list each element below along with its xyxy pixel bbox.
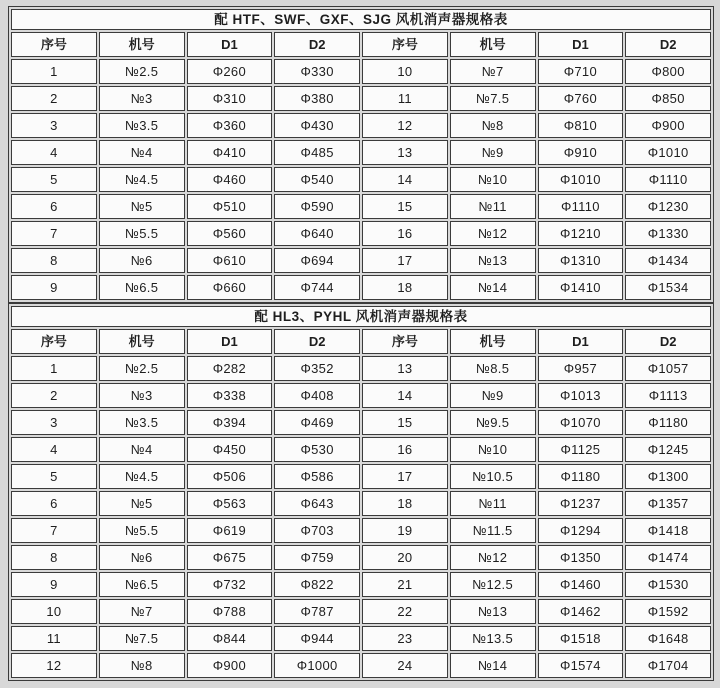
spec-tables-container [8, 6, 714, 681]
table-cell: Φ1110 [625, 167, 711, 192]
table-cell: 5 [11, 167, 97, 192]
table-cell: №3.5 [99, 410, 185, 435]
table-cell: №3 [99, 86, 185, 111]
table-cell: Φ1534 [625, 275, 711, 300]
table-cell: №2.5 [99, 59, 185, 84]
table-cell: 9 [11, 275, 97, 300]
table-row [11, 113, 711, 138]
table-cell: Φ310 [187, 86, 273, 111]
table-cell: №8.5 [450, 356, 536, 381]
table-cell: 4 [11, 437, 97, 462]
table-cell: Φ352 [274, 356, 360, 381]
table-cell: Φ910 [538, 140, 624, 165]
table-cell: 13 [362, 140, 448, 165]
table-row [11, 626, 711, 651]
table-cell: Φ1070 [538, 410, 624, 435]
table-cell: Φ1518 [538, 626, 624, 651]
table-cell: №11 [450, 194, 536, 219]
table-row [11, 599, 711, 624]
table-cell: Φ1357 [625, 491, 711, 516]
spec-table-hl3-pyhl [8, 303, 714, 681]
table-row [11, 464, 711, 489]
table-cell: Φ944 [274, 626, 360, 651]
column-header-6: D1 [538, 32, 624, 57]
table-cell: №6.5 [99, 275, 185, 300]
table-cell: Φ900 [187, 653, 273, 678]
table-cell: 3 [11, 410, 97, 435]
table-cell: №4 [99, 140, 185, 165]
table-cell: 16 [362, 437, 448, 462]
table-cell: №6 [99, 248, 185, 273]
column-header-1: 机号 [99, 32, 185, 57]
column-header-7: D2 [625, 32, 711, 57]
table-cell: Φ1210 [538, 221, 624, 246]
table-cell: 15 [362, 410, 448, 435]
table-cell: Φ485 [274, 140, 360, 165]
column-header-4: 序号 [362, 329, 448, 354]
table-cell: 21 [362, 572, 448, 597]
table-cell: Φ1330 [625, 221, 711, 246]
table-cell: Φ1300 [625, 464, 711, 489]
table-cell: №5 [99, 194, 185, 219]
table-cell: 18 [362, 491, 448, 516]
table-cell: №7.5 [99, 626, 185, 651]
table-cell: Φ703 [274, 518, 360, 543]
table-cell: 14 [362, 383, 448, 408]
table-cell: Φ675 [187, 545, 273, 570]
table-cell: 7 [11, 518, 97, 543]
table-cell: Φ710 [538, 59, 624, 84]
table-cell: Φ1530 [625, 572, 711, 597]
table-cell: Φ822 [274, 572, 360, 597]
table-cell: Φ1010 [625, 140, 711, 165]
table-row [11, 572, 711, 597]
table-cell: Φ610 [187, 248, 273, 273]
table-header-row [11, 329, 711, 354]
table-cell: Φ1574 [538, 653, 624, 678]
table-cell: №13 [450, 599, 536, 624]
table-cell: №9 [450, 140, 536, 165]
table-cell: №6.5 [99, 572, 185, 597]
table-cell: №4.5 [99, 464, 185, 489]
table-row [11, 356, 711, 381]
table-cell: Φ330 [274, 59, 360, 84]
table-cell: Φ1110 [538, 194, 624, 219]
table-cell: №10 [450, 167, 536, 192]
table-cell: Φ1460 [538, 572, 624, 597]
table-cell: Φ1180 [538, 464, 624, 489]
table-row [11, 653, 711, 678]
table-cell: 6 [11, 491, 97, 516]
table-cell: Φ1180 [625, 410, 711, 435]
table-cell: Φ450 [187, 437, 273, 462]
table-cell: №3.5 [99, 113, 185, 138]
table-cell: 24 [362, 653, 448, 678]
table-cell: №6 [99, 545, 185, 570]
table-cell: Φ1310 [538, 248, 624, 273]
table-cell: 12 [362, 113, 448, 138]
table-title: 配 HTF、SWF、GXF、SJG 风机消声器规格表 [11, 9, 711, 30]
column-header-6: D1 [538, 329, 624, 354]
table-cell: Φ1418 [625, 518, 711, 543]
table-cell: Φ787 [274, 599, 360, 624]
column-header-7: D2 [625, 329, 711, 354]
column-header-5: 机号 [450, 329, 536, 354]
table-cell: №5.5 [99, 518, 185, 543]
column-header-2: D1 [187, 32, 273, 57]
column-header-4: 序号 [362, 32, 448, 57]
table-cell: Φ1000 [274, 653, 360, 678]
table-title-row [11, 9, 711, 30]
table-cell: 10 [362, 59, 448, 84]
table-cell: Φ394 [187, 410, 273, 435]
table-cell: Φ1462 [538, 599, 624, 624]
table-cell: Φ788 [187, 599, 273, 624]
table-cell: 8 [11, 248, 97, 273]
table-title: 配 HL3、PYHL 风机消声器规格表 [11, 306, 711, 327]
table-cell: 9 [11, 572, 97, 597]
table-cell: 10 [11, 599, 97, 624]
table-row [11, 275, 711, 300]
table-cell: Φ460 [187, 167, 273, 192]
table-cell: №7 [450, 59, 536, 84]
table-cell: Φ800 [625, 59, 711, 84]
table-row [11, 410, 711, 435]
table-cell: Φ844 [187, 626, 273, 651]
table-cell: 11 [362, 86, 448, 111]
table-cell: 2 [11, 86, 97, 111]
table-row [11, 248, 711, 273]
table-cell: №10.5 [450, 464, 536, 489]
table-row [11, 194, 711, 219]
table-cell: №11.5 [450, 518, 536, 543]
table-cell: Φ590 [274, 194, 360, 219]
column-header-3: D2 [274, 32, 360, 57]
table-cell: 12 [11, 653, 97, 678]
table-cell: Φ1434 [625, 248, 711, 273]
table-cell: Φ586 [274, 464, 360, 489]
table-row [11, 59, 711, 84]
table-cell: Φ260 [187, 59, 273, 84]
table-cell: №8 [450, 113, 536, 138]
table-cell: Φ282 [187, 356, 273, 381]
table-cell: Φ510 [187, 194, 273, 219]
table-cell: 1 [11, 59, 97, 84]
column-header-3: D2 [274, 329, 360, 354]
table-row [11, 518, 711, 543]
table-cell: Φ380 [274, 86, 360, 111]
table-cell: Φ563 [187, 491, 273, 516]
table-cell: №7 [99, 599, 185, 624]
table-cell: Φ1010 [538, 167, 624, 192]
table-cell: Φ360 [187, 113, 273, 138]
table-cell: №12 [450, 545, 536, 570]
table-cell: Φ1245 [625, 437, 711, 462]
table-cell: 14 [362, 167, 448, 192]
table-cell: №12 [450, 221, 536, 246]
table-cell: Φ810 [538, 113, 624, 138]
table-cell: Φ957 [538, 356, 624, 381]
table-cell: Φ759 [274, 545, 360, 570]
table-cell: №7.5 [450, 86, 536, 111]
table-cell: Φ619 [187, 518, 273, 543]
column-header-5: 机号 [450, 32, 536, 57]
table-cell: 8 [11, 545, 97, 570]
table-cell: №13 [450, 248, 536, 273]
table-header-row [11, 32, 711, 57]
table-cell: Φ744 [274, 275, 360, 300]
table-cell: №11 [450, 491, 536, 516]
table-cell: 17 [362, 464, 448, 489]
table-cell: Φ410 [187, 140, 273, 165]
table-cell: Φ1704 [625, 653, 711, 678]
table-cell: Φ469 [274, 410, 360, 435]
table-title-row [11, 306, 711, 327]
table-cell: Φ760 [538, 86, 624, 111]
table-cell: 5 [11, 464, 97, 489]
table-cell: Φ643 [274, 491, 360, 516]
table-cell: 20 [362, 545, 448, 570]
table-cell: Φ1294 [538, 518, 624, 543]
table-cell: №5 [99, 491, 185, 516]
table-cell: 23 [362, 626, 448, 651]
table-cell: 19 [362, 518, 448, 543]
table-cell: Φ1410 [538, 275, 624, 300]
column-header-1: 机号 [99, 329, 185, 354]
table-cell: №10 [450, 437, 536, 462]
table-cell: №5.5 [99, 221, 185, 246]
table-cell: Φ1350 [538, 545, 624, 570]
table-cell: 13 [362, 356, 448, 381]
table-cell: Φ1013 [538, 383, 624, 408]
column-header-2: D1 [187, 329, 273, 354]
table-row [11, 140, 711, 165]
table-cell: 22 [362, 599, 448, 624]
table-row [11, 383, 711, 408]
table-row [11, 545, 711, 570]
table-cell: 18 [362, 275, 448, 300]
table-cell: Φ560 [187, 221, 273, 246]
table-cell: 15 [362, 194, 448, 219]
table-cell: №4.5 [99, 167, 185, 192]
table-cell: Φ850 [625, 86, 711, 111]
table-cell: №8 [99, 653, 185, 678]
table-cell: 4 [11, 140, 97, 165]
table-cell: №2.5 [99, 356, 185, 381]
table-cell: 16 [362, 221, 448, 246]
table-cell: Φ694 [274, 248, 360, 273]
table-cell: Φ430 [274, 113, 360, 138]
table-cell: №4 [99, 437, 185, 462]
table-cell: №9.5 [450, 410, 536, 435]
table-cell: 6 [11, 194, 97, 219]
table-row [11, 437, 711, 462]
table-cell: Φ1057 [625, 356, 711, 381]
spec-table-htf-swf-gxf-sjg [8, 6, 714, 303]
table-cell: Φ1113 [625, 383, 711, 408]
table-cell: №9 [450, 383, 536, 408]
table-cell: Φ1474 [625, 545, 711, 570]
table-cell: Φ408 [274, 383, 360, 408]
table-cell: Φ1648 [625, 626, 711, 651]
table-row [11, 167, 711, 192]
table-row [11, 221, 711, 246]
table-cell: 2 [11, 383, 97, 408]
table-cell: 3 [11, 113, 97, 138]
table-cell: Φ1592 [625, 599, 711, 624]
table-cell: Φ1125 [538, 437, 624, 462]
column-header-0: 序号 [11, 329, 97, 354]
table-cell: №14 [450, 275, 536, 300]
table-cell: Φ1230 [625, 194, 711, 219]
table-cell: Φ640 [274, 221, 360, 246]
table-row [11, 86, 711, 111]
table-cell: 17 [362, 248, 448, 273]
table-cell: 7 [11, 221, 97, 246]
table-cell: Φ732 [187, 572, 273, 597]
column-header-0: 序号 [11, 32, 97, 57]
table-cell: 1 [11, 356, 97, 381]
table-cell: 11 [11, 626, 97, 651]
table-cell: Φ540 [274, 167, 360, 192]
table-cell: Φ1237 [538, 491, 624, 516]
table-cell: Φ900 [625, 113, 711, 138]
table-row [11, 491, 711, 516]
table-cell: №13.5 [450, 626, 536, 651]
table-cell: Φ530 [274, 437, 360, 462]
table-cell: Φ660 [187, 275, 273, 300]
table-cell: №12.5 [450, 572, 536, 597]
table-cell: Φ338 [187, 383, 273, 408]
table-cell: №3 [99, 383, 185, 408]
table-cell: №14 [450, 653, 536, 678]
table-cell: Φ506 [187, 464, 273, 489]
